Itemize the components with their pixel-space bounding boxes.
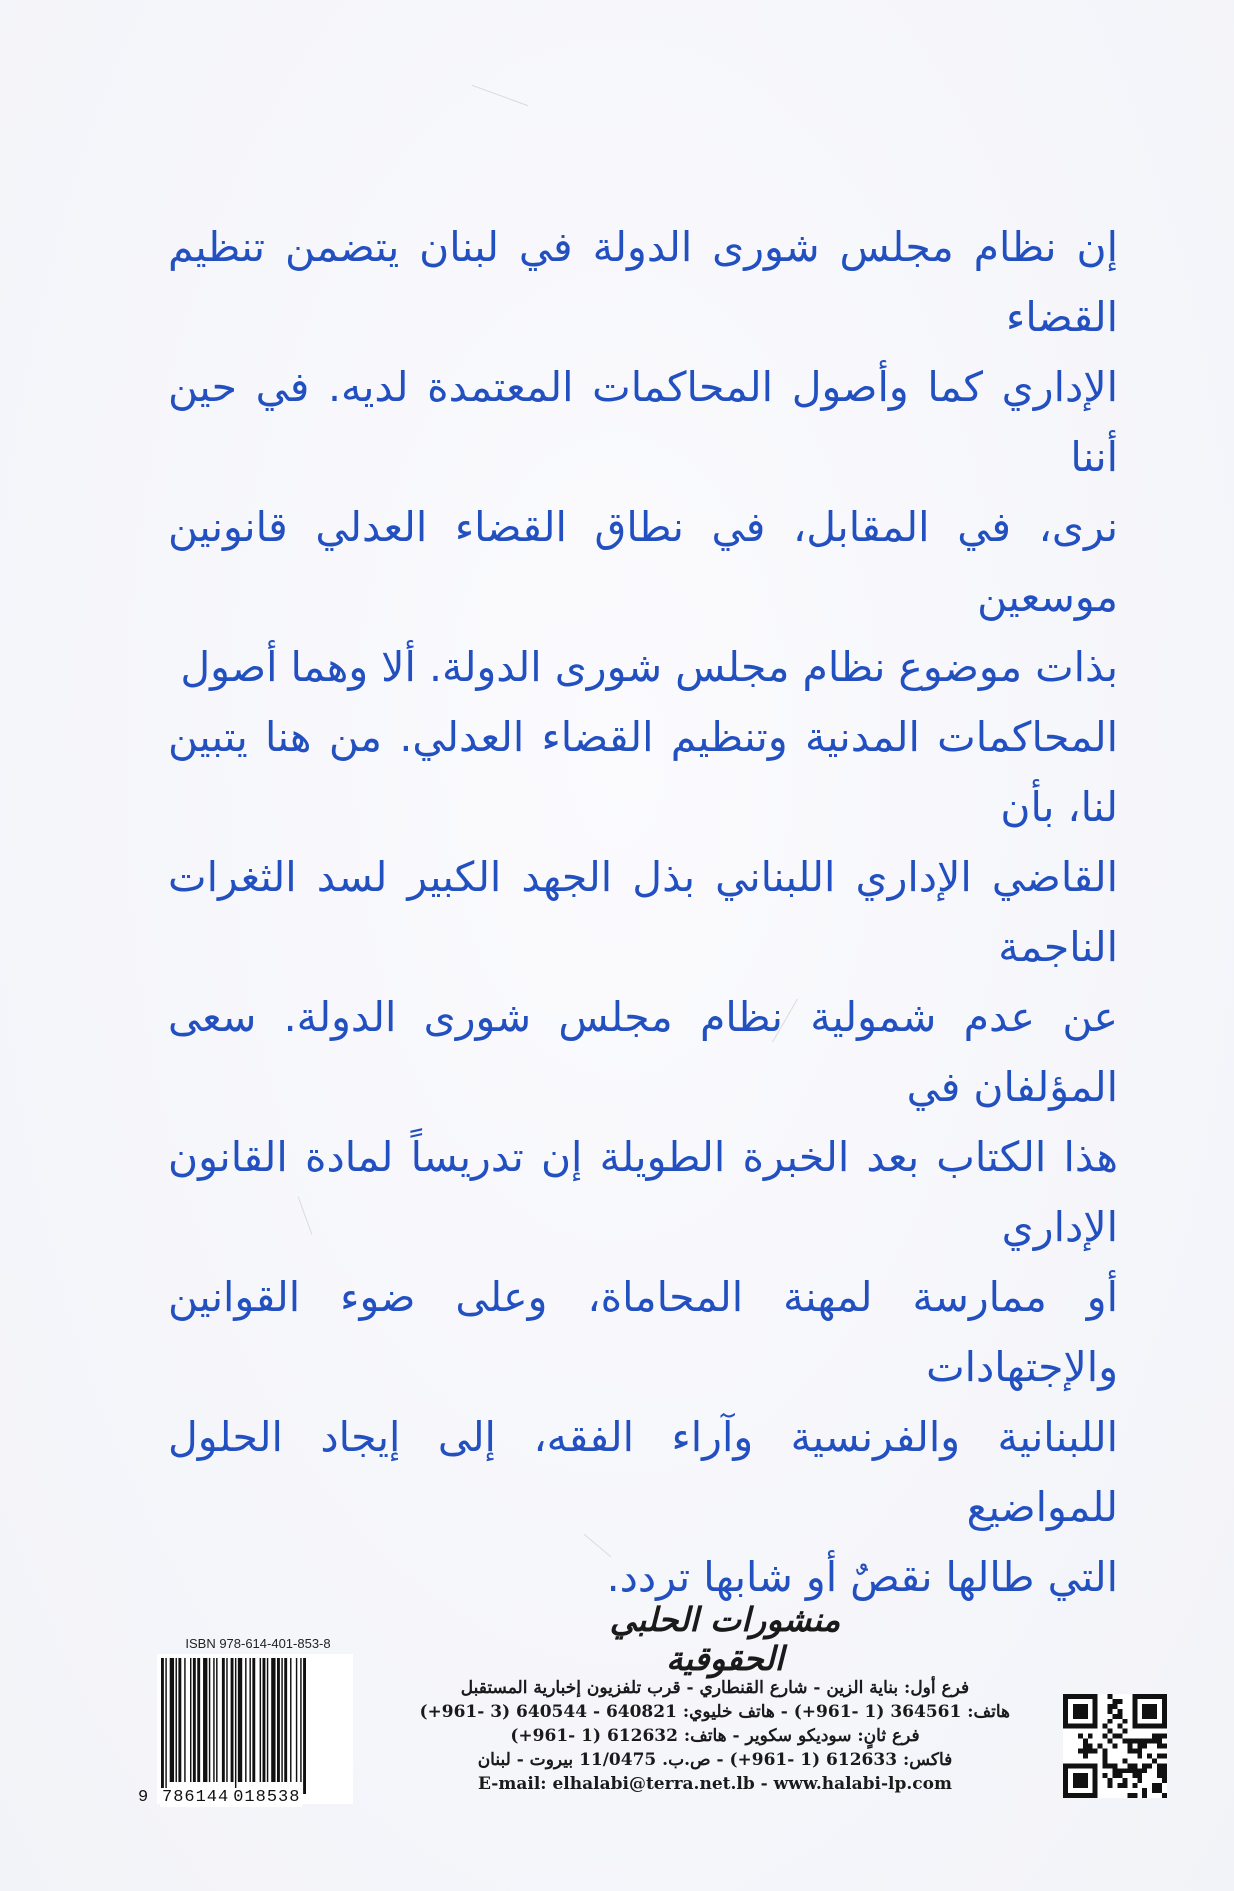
qr-module: [1122, 1729, 1127, 1734]
qr-module: [1162, 1744, 1167, 1749]
qr-module: [1127, 1793, 1132, 1798]
barcode-bar: [184, 1658, 185, 1782]
qr-module: [1113, 1744, 1118, 1749]
barcode-bar: [277, 1658, 280, 1782]
qr-module: [1162, 1753, 1167, 1758]
blurb-line: المحاكمات المدنية وتنظيم القضاء العدلي. من هنا يتبين لنا، بأن: [168, 713, 1118, 831]
barcode-bar: [281, 1658, 282, 1782]
qr-module: [1152, 1734, 1157, 1739]
qr-module: [1122, 1739, 1127, 1744]
qr-module: [1142, 1744, 1147, 1749]
qr-module: [1137, 1773, 1142, 1778]
qr-module: [1103, 1773, 1108, 1778]
barcode-bar: [170, 1658, 174, 1782]
barcode-bar: [165, 1658, 166, 1794]
qr-module: [1108, 1729, 1113, 1734]
qr-module: [1083, 1744, 1088, 1749]
qr-module: [1108, 1783, 1113, 1788]
publisher-logo: منشورات الحلبي الحقوقية: [609, 1600, 841, 1678]
barcode-bar: [226, 1658, 227, 1782]
qr-module: [1137, 1768, 1142, 1773]
qr-module: [1127, 1744, 1132, 1749]
qr-module: [1108, 1694, 1113, 1699]
barcode-lead-digit: 9: [138, 1788, 149, 1807]
qr-module: [1113, 1768, 1118, 1773]
blurb-line: نرى، في المقابل، في نطاق القضاء العدلي قانونين موسعين: [168, 503, 1118, 621]
barcode-digits: [138, 1788, 358, 1807]
qr-module: [1142, 1768, 1147, 1773]
qr-module: [1132, 1768, 1137, 1773]
barcode-bar: [245, 1658, 246, 1782]
qr-module: [1117, 1783, 1122, 1788]
blurb-line: القاضي الإداري اللبناني بذل الجهد الكبير لسد الثغرات الناجمة: [168, 853, 1118, 971]
barcode-bar: [260, 1658, 261, 1782]
qr-module: [1103, 1734, 1108, 1739]
blurb-line: التي طالها نقصٌ أو شابها تردد.: [606, 1553, 1118, 1601]
qr-module: [1122, 1768, 1127, 1773]
barcode-group-right: 018538: [233, 1788, 301, 1807]
qr-module: [1157, 1744, 1162, 1749]
qr-module: [1113, 1734, 1118, 1739]
qr-module: [1088, 1744, 1093, 1749]
barcode-bar: [271, 1658, 275, 1782]
barcode-bar: [197, 1658, 200, 1782]
qr-module: [1108, 1704, 1113, 1709]
barcode-bar: [303, 1658, 306, 1794]
blurb-line: عن عدم شمولية نظام مجلس شورى الدولة. سعى المؤلفان في: [168, 993, 1118, 1111]
qr-module: [1122, 1778, 1127, 1783]
paper-fiber: [472, 85, 529, 106]
barcode-bar: [238, 1658, 242, 1782]
barcode-bar: [209, 1658, 210, 1782]
barcode-bar: [249, 1658, 250, 1782]
qr-module: [1132, 1739, 1137, 1744]
qr-module: [1162, 1793, 1167, 1798]
barcode-bar: [235, 1658, 236, 1794]
blurb-line: هذا الكتاب بعد الخبرة الطويلة إن تدريساً لمادة القانون الإداري: [168, 1133, 1118, 1251]
qr-module: [1117, 1699, 1122, 1704]
barcode-bar: [300, 1658, 301, 1782]
barcode-bar: [178, 1658, 181, 1782]
qr-module: [1132, 1783, 1137, 1788]
qr-module: [1157, 1739, 1162, 1744]
address-line: فاكس: 612633 (1 -961+) - ص.ب. 11/0475 بيروت - لبنان: [477, 1750, 953, 1770]
qr-module: [1137, 1748, 1142, 1753]
barcode-bar: [296, 1658, 297, 1782]
qr-module: [1088, 1734, 1093, 1739]
qr-module: [1083, 1739, 1088, 1744]
barcode-bar: [161, 1658, 164, 1794]
qr-module: [1147, 1739, 1152, 1744]
qr-module: [1137, 1753, 1142, 1758]
qr-module: [1162, 1778, 1167, 1783]
qr-module: [1162, 1734, 1167, 1739]
barcode-bar: [222, 1658, 225, 1782]
qr-module: [1122, 1719, 1127, 1724]
barcode-bar: [284, 1658, 287, 1782]
barcode-bar: [267, 1658, 268, 1782]
qr-module: [1083, 1748, 1088, 1753]
blurb-line: إن نظام مجلس شورى الدولة في لبنان يتضمن تنظيم القضاء: [168, 223, 1118, 341]
qr-module: [1132, 1748, 1137, 1753]
qr-module: [1142, 1704, 1157, 1719]
qr-module: [1137, 1778, 1142, 1783]
qr-module: [1117, 1714, 1122, 1719]
barcode-bar: [213, 1658, 214, 1782]
qr-module: [1103, 1758, 1108, 1763]
barcode-bar: [231, 1658, 234, 1782]
qr-module: [1152, 1739, 1157, 1744]
barcode-bar: [190, 1658, 191, 1782]
qr-module: [1132, 1773, 1137, 1778]
qr-module: [1113, 1714, 1118, 1719]
qr-module: [1103, 1763, 1108, 1768]
qr-module: [1147, 1753, 1152, 1758]
barcode-bar: [252, 1658, 255, 1782]
qr-module: [1162, 1763, 1167, 1768]
qr-module: [1113, 1699, 1118, 1704]
qr-module: [1157, 1773, 1162, 1778]
qr-module: [1142, 1788, 1147, 1793]
qr-module: [1083, 1753, 1088, 1758]
isbn-label: ISBN 978-614-401-853-8: [185, 1636, 331, 1651]
qr-module: [1152, 1788, 1157, 1793]
qr-module: [1117, 1734, 1122, 1739]
qr-module: [1157, 1788, 1162, 1793]
qr-module: [1108, 1778, 1113, 1783]
qr-module: [1103, 1724, 1108, 1729]
qr-module: [1108, 1719, 1113, 1724]
qr-module: [1127, 1768, 1132, 1773]
qr-module: [1073, 1704, 1088, 1719]
qr-module: [1117, 1768, 1122, 1773]
barcode-bar: [193, 1658, 196, 1782]
qr-module: [1157, 1783, 1162, 1788]
qr-module: [1132, 1763, 1137, 1768]
publisher-contact: E-mail: elhalabi@terra.net.lb - www.halabi-lp.com: [478, 1774, 952, 1794]
qr-module: [1137, 1739, 1142, 1744]
qr-module: [1132, 1793, 1137, 1798]
barcode-bar: [176, 1658, 177, 1782]
qr-module: [1108, 1709, 1113, 1714]
qr-module: [1162, 1773, 1167, 1778]
address-line: فرع ثانٍ: سوديكو سكوير - هاتف: 612632 (1 -961+): [510, 1726, 920, 1746]
qr-code-icon: [1063, 1694, 1167, 1798]
back-cover-blurb: [168, 212, 1118, 1612]
qr-module: [1142, 1763, 1147, 1768]
qr-module: [1117, 1773, 1122, 1778]
qr-module: [1103, 1748, 1108, 1753]
qr-module: [1127, 1739, 1132, 1744]
address-line: هاتف: 364561 (1 -961+) - هاتف خليوي: 640821 - 640544 (3 -961+): [419, 1702, 1010, 1722]
barcode-bars: [157, 1654, 353, 1794]
barcode-icon: [157, 1654, 353, 1804]
qr-module: [1093, 1748, 1098, 1753]
address-line: فرع أول: بناية الزين - شارع القنطاري - قرب تلفزيون إخبارية المستقبل: [460, 1678, 970, 1698]
qr-module: [1122, 1783, 1127, 1788]
barcode-bar: [216, 1658, 217, 1782]
qr-module: [1117, 1724, 1122, 1729]
qr-module: [1122, 1758, 1127, 1763]
blurb-line: بذات موضوع نظام مجلس شورى الدولة. ألا وهما أصول: [180, 643, 1118, 691]
qr-module: [1157, 1734, 1162, 1739]
qr-module: [1142, 1739, 1147, 1744]
qr-module: [1073, 1773, 1088, 1788]
qr-module: [1117, 1709, 1122, 1714]
qr-module: [1078, 1734, 1083, 1739]
barcode-bar: [263, 1658, 266, 1782]
qr-module: [1157, 1753, 1162, 1758]
qr-module: [1113, 1773, 1118, 1778]
qr-code-modules: [1063, 1694, 1167, 1798]
qr-module: [1162, 1768, 1167, 1773]
qr-module: [1103, 1753, 1108, 1758]
blurb-line: اللبنانية والفرنسية وآراء الفقه، إلى إيجاد الحلول للمواضيع: [168, 1413, 1118, 1531]
barcode-bar: [290, 1658, 291, 1782]
qr-module: [1088, 1748, 1093, 1753]
blurb-line: الإداري كما وأصول المحاكمات المعتمدة لديه. في حين أننا: [168, 363, 1118, 481]
barcode-bar: [203, 1658, 207, 1782]
qr-module: [1078, 1748, 1083, 1753]
qr-module: [1098, 1744, 1103, 1749]
qr-module: [1152, 1783, 1157, 1788]
qr-module: [1108, 1739, 1113, 1744]
blurb-line: أو ممارسة لمهنة المحاماة، وعلى ضوء القوانين والإجتهادات: [168, 1273, 1118, 1391]
barcode-group-left: 786144: [162, 1788, 230, 1807]
publisher-address: [420, 1676, 1010, 1796]
qr-module: [1108, 1763, 1113, 1768]
qr-module: [1113, 1704, 1118, 1709]
qr-module: [1113, 1763, 1118, 1768]
qr-module: [1157, 1763, 1162, 1768]
qr-module: [1152, 1758, 1157, 1763]
qr-module: [1157, 1768, 1162, 1773]
qr-module: [1142, 1793, 1147, 1798]
qr-module: [1127, 1748, 1132, 1753]
qr-module: [1147, 1763, 1152, 1768]
qr-module: [1137, 1744, 1142, 1749]
qr-module: [1127, 1763, 1132, 1768]
